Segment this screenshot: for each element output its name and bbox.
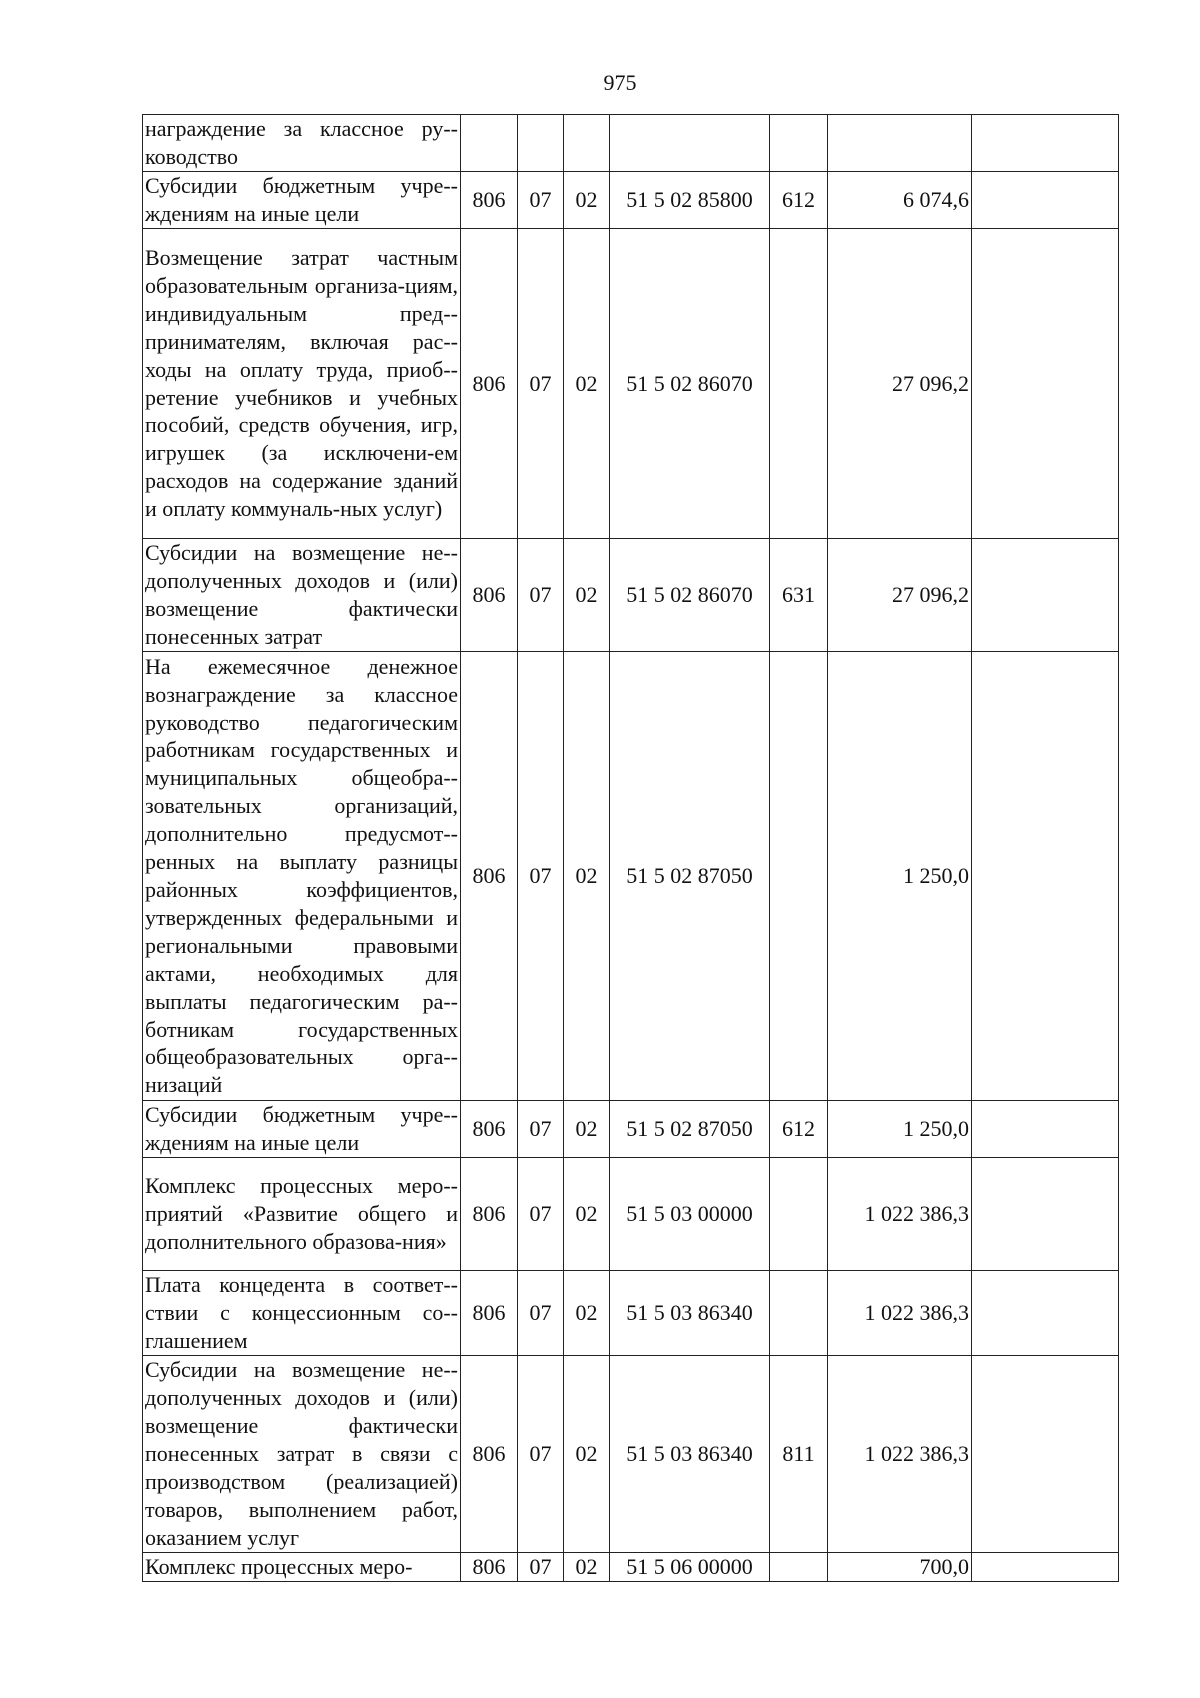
amount: 700,0	[828, 1553, 972, 1582]
expense-type	[770, 652, 828, 1101]
table-row	[143, 229, 1119, 539]
row-name: награждение за классное ру-ководство	[143, 115, 461, 172]
extra-column	[972, 1356, 1119, 1553]
ministry-code	[461, 115, 518, 172]
section-code: 07	[518, 652, 564, 1101]
subsection-code: 02	[564, 229, 610, 539]
ministry-code: 806	[461, 1356, 518, 1553]
section-code: 07	[518, 1356, 564, 1553]
amount: 1 250,0	[828, 1101, 972, 1158]
amount	[828, 115, 972, 172]
ministry-code: 806	[461, 172, 518, 229]
target-article: 51 5 03 86340	[610, 1356, 770, 1553]
section-code: 07	[518, 1553, 564, 1582]
expense-type: 811	[770, 1356, 828, 1553]
row-name: Субсидии на возмещение не-дополученных доходов и (или) возмещение фактически понесенных затрат	[143, 539, 461, 652]
target-article: 51 5 02 87050	[610, 1101, 770, 1158]
extra-column	[972, 539, 1119, 652]
ministry-code: 806	[461, 229, 518, 539]
table-row	[143, 1553, 1119, 1582]
amount: 1 022 386,3	[828, 1356, 972, 1553]
subsection-code: 02	[564, 539, 610, 652]
expense-type	[770, 1553, 828, 1582]
table-row	[143, 652, 1119, 1101]
subsection-code: 02	[564, 1553, 610, 1582]
target-article	[610, 115, 770, 172]
subsection-code: 02	[564, 1356, 610, 1553]
ministry-code: 806	[461, 539, 518, 652]
expense-type	[770, 115, 828, 172]
row-name: Субсидии бюджетным учре-ждениям на иные цели	[143, 172, 461, 229]
row-name: Плата концедента в соответ-ствии с концессионным со-глашением	[143, 1271, 461, 1356]
extra-column	[972, 1271, 1119, 1356]
target-article: 51 5 03 86340	[610, 1271, 770, 1356]
subsection-code: 02	[564, 1101, 610, 1158]
row-name: Возмещение затрат частным образовательным организа-циям, индивидуальным пред-принимателям, включая рас-ходы на оплату труда, приоб-ретение учебников и учебных пособий, средств обучения, игр, игрушек (за исключени-ем расходов на содержание зданий и оплату коммуналь-ных услуг)	[143, 229, 461, 539]
amount: 1 022 386,3	[828, 1271, 972, 1356]
section-code: 07	[518, 229, 564, 539]
amount: 1 022 386,3	[828, 1158, 972, 1271]
target-article: 51 5 06 00000	[610, 1553, 770, 1582]
subsection-code	[564, 115, 610, 172]
extra-column	[972, 652, 1119, 1101]
subsection-code: 02	[564, 652, 610, 1101]
amount: 1 250,0	[828, 652, 972, 1101]
table-row	[143, 1158, 1119, 1271]
expense-type: 612	[770, 1101, 828, 1158]
subsection-code: 02	[564, 172, 610, 229]
target-article: 51 5 02 85800	[610, 172, 770, 229]
subsection-code: 02	[564, 1158, 610, 1271]
table-row	[143, 172, 1119, 229]
table-row	[143, 539, 1119, 652]
target-article: 51 5 02 86070	[610, 229, 770, 539]
page-number: 975	[603, 70, 637, 95]
table-row	[143, 1356, 1119, 1553]
target-article: 51 5 03 00000	[610, 1158, 770, 1271]
extra-column	[972, 1101, 1119, 1158]
budget-table	[142, 114, 1119, 1582]
subsection-code: 02	[564, 1271, 610, 1356]
row-name: Комплекс процессных меро-приятий «Развитие общего и дополнительного образова-ния»	[143, 1158, 461, 1271]
section-code: 07	[518, 1158, 564, 1271]
row-name: Субсидии на возмещение не-дополученных доходов и (или) возмещение фактически понесенных затрат в связи с производством (реализацией) товаров, выполнением работ, оказанием услуг	[143, 1356, 461, 1553]
extra-column	[972, 172, 1119, 229]
expense-type	[770, 1271, 828, 1356]
extra-column	[972, 229, 1119, 539]
ministry-code: 806	[461, 1158, 518, 1271]
section-code: 07	[518, 1271, 564, 1356]
amount: 27 096,2	[828, 229, 972, 539]
expense-type: 631	[770, 539, 828, 652]
target-article: 51 5 02 87050	[610, 652, 770, 1101]
ministry-code: 806	[461, 1271, 518, 1356]
row-name: Комплекс процессных меро-	[143, 1553, 461, 1582]
amount: 27 096,2	[828, 539, 972, 652]
ministry-code: 806	[461, 652, 518, 1101]
expense-type: 612	[770, 172, 828, 229]
ministry-code: 806	[461, 1553, 518, 1582]
row-name: Субсидии бюджетным учре-ждениям на иные цели	[143, 1101, 461, 1158]
expense-type	[770, 1158, 828, 1271]
table-row	[143, 1101, 1119, 1158]
expense-type	[770, 229, 828, 539]
section-code: 07	[518, 539, 564, 652]
amount: 6 074,6	[828, 172, 972, 229]
section-code: 07	[518, 1101, 564, 1158]
ministry-code: 806	[461, 1101, 518, 1158]
extra-column	[972, 1553, 1119, 1582]
extra-column	[972, 1158, 1119, 1271]
table-row	[143, 1271, 1119, 1356]
target-article: 51 5 02 86070	[610, 539, 770, 652]
section-code	[518, 115, 564, 172]
section-code: 07	[518, 172, 564, 229]
extra-column	[972, 115, 1119, 172]
row-name: На ежемесячное денежное вознаграждение за классное руководство педагогическим работникам государственных и муниципальных общеобра-зовательных организаций, дополнительно предусмот-ренных на выплату разницы районных коэффициентов, утвержденных федеральными и региональными правовыми актами, необходимых для выплаты педагогическим ра-ботникам государственных общеобразовательных орга-низаций	[143, 652, 461, 1101]
table-row	[143, 115, 1119, 172]
